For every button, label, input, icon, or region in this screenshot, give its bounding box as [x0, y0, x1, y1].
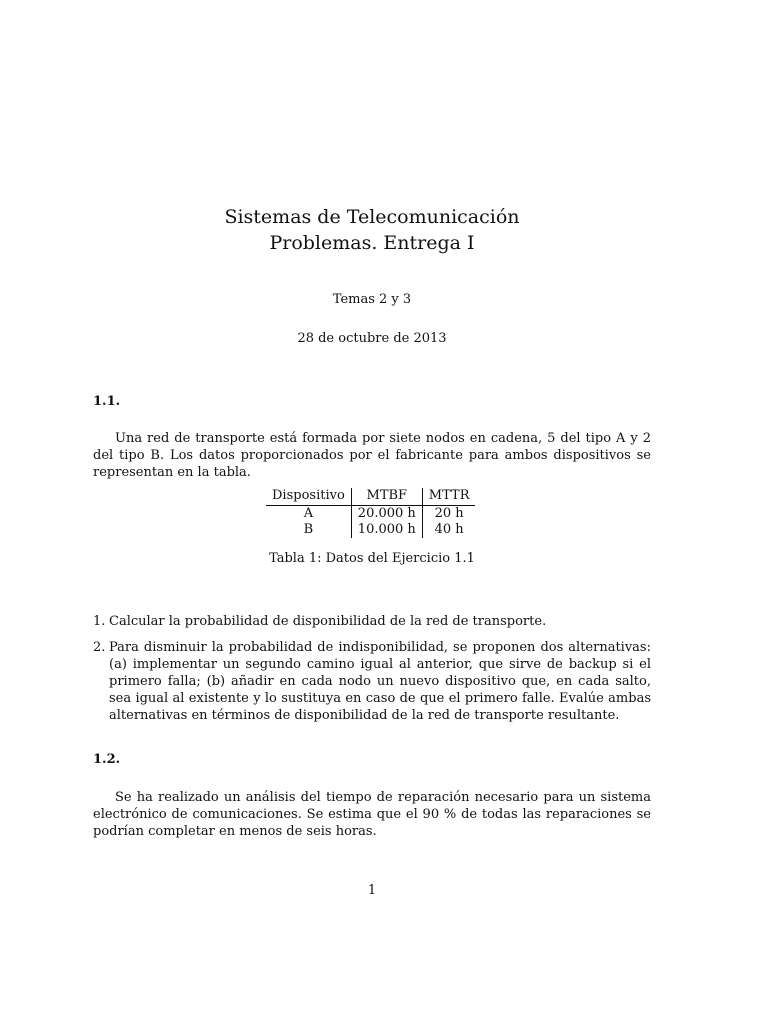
list-item — [93, 613, 651, 630]
table-header-cell: MTBF — [351, 488, 422, 506]
table-cell: 10.000 h — [351, 522, 422, 538]
table-header-cell: Dispositivo — [266, 488, 351, 506]
section-heading-1-2: 1.2. — [93, 752, 121, 767]
list-item-number: 1. — [93, 614, 106, 629]
table-header-cell: MTTR — [422, 488, 475, 506]
table-cell: 40 h — [434, 522, 464, 537]
table-cell: B — [266, 522, 351, 538]
table-cell: A — [266, 506, 351, 523]
table-row — [266, 522, 475, 538]
page-number: 1 — [367, 883, 377, 898]
table-caption: Tabla 1: Datos del Ejercicio 1.1 — [269, 551, 475, 566]
section-heading-1-1: 1.1. — [93, 394, 121, 409]
list-item-text: Para disminuir la probabilidad de indisponibilidad, se proponen dos alternativas: (a) implementar un segundo camino igual al anterior, que sirve de backup si el primero falla; (b) añadir en cada nodo un nuevo dispositivo que, en cada salto, sea igual al existente y lo sustituya en caso de que el primero falle. Evalúe ambas alternativas en términos de disponibilidad de la red de transporte resultante. — [109, 640, 651, 723]
exercise-1-2-intro: Se ha realizado un análisis del tiempo de reparación necesario para un sistema electrónico de comunicaciones. Se estima que el 90 % de todas las reparaciones se podrían completar en menos de seis horas. — [93, 790, 651, 839]
list-item — [93, 639, 651, 724]
exercise-1-1-intro: Una red de transporte está formada por siete nodos en cadena, 5 del tipo A y 2 del tipo B. Los datos proporcionados por el fabricante para ambos dispositivos se representan en la tabla. — [93, 431, 651, 480]
document-title — [0, 204, 744, 256]
topics-line: Temas 2 y 3 — [332, 292, 412, 307]
table-header-row — [266, 488, 475, 506]
title-line-1: Sistemas de Telecomunicación — [224, 206, 520, 228]
date-line: 28 de octubre de 2013 — [297, 331, 447, 346]
data-table — [266, 488, 475, 538]
list-item-text: Calcular la probabilidad de disponibilidad de la red de transporte. — [109, 614, 547, 629]
list-item-number: 2. — [93, 640, 106, 655]
table-cell: 20 h — [434, 506, 464, 521]
table-cell: 20.000 h — [351, 506, 422, 523]
title-line-2: Problemas. Entrega I — [269, 232, 475, 254]
data-table-wrapper — [266, 488, 475, 538]
table-row — [266, 506, 475, 523]
